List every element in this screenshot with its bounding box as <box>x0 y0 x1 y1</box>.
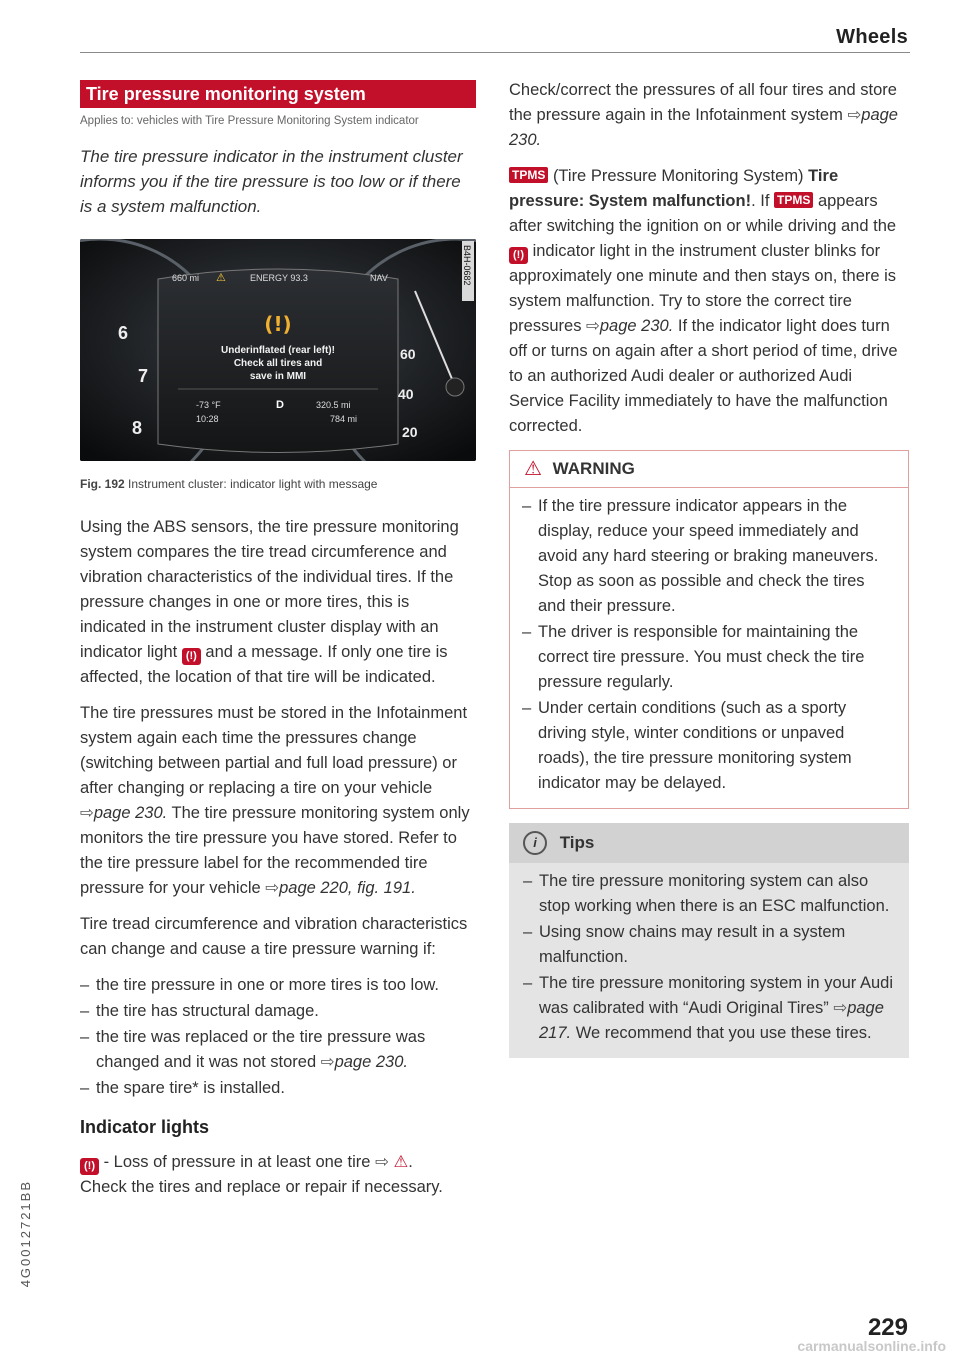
section-title: Wheels <box>836 26 908 48</box>
warning-icon: ⚠ <box>393 1153 409 1171</box>
warning-header <box>510 451 908 488</box>
paragraph-store-text: The tire pressures must be stored in the Infotainment system again each time the pressures change (switching between partial and full load pressure) or after changing or replacing a tire on your vehicle <box>80 704 468 797</box>
figure-caption-text: Instrument cluster: indicator light with message <box>128 477 378 491</box>
paragraph-store-end: The tire pressure monitoring system only monitors the tire pressure you have stored. Refer to the tire pressure label for the recommended tire pressure for your vehicle <box>80 804 470 897</box>
page-ref-link[interactable]: page 220, fig. 191. <box>279 879 416 897</box>
warning-box <box>509 450 909 809</box>
condition-list <box>80 973 476 1101</box>
warning-item: – If the tire pressure indicator appears in the display, reduce your speed immediately and avoid any hard steering or braking maneuvers. Stop as soon as possible and check the tires and their pressure. <box>522 494 896 619</box>
ref-arrow-icon: ⇨ <box>265 879 280 897</box>
ref-arrow-icon: ⇨ <box>586 317 600 335</box>
svg-text:60: 60 <box>400 346 416 362</box>
indicator-lights-heading: Indicator lights <box>80 1117 210 1137</box>
indicator-action: Check the tires and replace or repair if necessary. <box>80 1178 443 1196</box>
paragraph-store <box>80 701 476 901</box>
tips-header <box>509 823 909 863</box>
tpms-text: If the indicator light does turn off or turns on again after a short period of time, drive to an authorized Audi dealer or authorized Audi Service Facility immediately to have the malfunction corrected. <box>509 317 898 435</box>
list-item <box>80 1025 476 1075</box>
tip-item-end: We recommend that you use these tires. <box>575 1024 872 1042</box>
tpms-text: indicator light in the instrument cluster blinks for approximately one minute and then stays on, there is system malfunction. Try to store the correct tire pressures <box>509 242 897 335</box>
tire-pressure-indicator-icon: (!) <box>80 1158 99 1175</box>
svg-text:Check all tires and: Check all tires and <box>233 358 323 369</box>
paragraph-abs-text: Using the ABS sensors, the tire pressure monitoring system compares the tire tread circumference and vibration characteristics of the individual tires. If the pressure changes in one or more tires, this is indicated in the instrument cluster display with an indicator light <box>80 518 459 661</box>
figure-code-text: B4H-0682 <box>462 245 472 286</box>
page-ref-link[interactable]: page 230. <box>93 804 168 822</box>
svg-text:Underinflated (rear left)!: Underinflated (rear left)! <box>221 345 335 356</box>
paragraph-tread: Tire tread circumference and vibration characteristics can change and cause a tire pressure warning if: <box>80 915 468 958</box>
svg-text:6: 6 <box>118 323 129 343</box>
tip-item-text: The tire pressure monitoring system in your Audi was calibrated with “Audi Original Tires” <box>539 974 893 1017</box>
tips-title: Tips <box>559 833 595 852</box>
svg-text:7: 7 <box>138 366 149 386</box>
warning-title: WARNING <box>552 459 635 478</box>
svg-text:save in MMI: save in MMI <box>249 371 307 382</box>
svg-text:8: 8 <box>132 418 143 438</box>
paragraph-tpms <box>509 164 909 439</box>
intro-text: The tire pressure indicator in the instrument cluster informs you if the tire pressure is too low or if there is a system malfunction. <box>80 147 463 216</box>
page-ref-link[interactable]: page 230. <box>334 1053 408 1071</box>
page-title: Tire pressure monitoring system <box>80 80 476 108</box>
svg-text:D: D <box>276 399 284 411</box>
svg-text:ENERGY 93.3: ENERGY 93.3 <box>250 273 308 283</box>
warning-item: – The driver is responsible for maintaining the correct tire pressure. You must check the tire pressure regularly. <box>522 620 896 695</box>
page-ref-link[interactable]: page 230. <box>509 106 898 149</box>
cluster-image <box>80 239 476 461</box>
tpms-message: Tire pressure: System malfunction! <box>509 167 839 210</box>
svg-text:-73 °F: -73 °F <box>196 400 221 410</box>
tpms-description: (Tire Pressure Monitoring System) <box>552 167 804 185</box>
indicator-line: (!) - Loss of pressure in at least one tire ⇨ ⚠. <box>80 1150 476 1175</box>
tip-item <box>523 971 897 1046</box>
list-item: – the tire has structural damage. <box>80 999 476 1024</box>
tpms-icon: TPMS <box>509 167 548 183</box>
ref-arrow-icon: ⇨ <box>375 1153 389 1171</box>
svg-text:20: 20 <box>402 424 418 440</box>
page-number: 229 <box>867 1314 908 1341</box>
right-column <box>509 78 909 1058</box>
tire-pressure-indicator-icon: (!) <box>509 247 528 264</box>
tpms-icon: TPMS <box>774 192 813 208</box>
ref-arrow-icon: ⇨ <box>80 804 94 822</box>
svg-text:40: 40 <box>398 386 414 402</box>
tire-pressure-indicator-icon: (!) <box>182 648 201 665</box>
info-icon: i <box>523 831 547 855</box>
svg-text:660 mi: 660 mi <box>172 273 200 283</box>
svg-text:⚠: ⚠ <box>216 271 226 284</box>
svg-text:784 mi: 784 mi <box>330 414 358 424</box>
instrument-cluster-figure <box>80 239 476 461</box>
warning-list <box>522 494 896 796</box>
ref-arrow-icon: ⇨ <box>847 106 862 124</box>
ref-arrow-icon: ⇨ <box>320 1053 335 1071</box>
left-column <box>80 80 476 1200</box>
tips-body <box>509 863 909 1058</box>
list-item: – the spare tire* is installed. <box>80 1076 476 1101</box>
document-code <box>18 1180 38 1340</box>
ref-arrow-icon: ⇨ <box>833 999 848 1017</box>
tip-item: – The tire pressure monitoring system can also stop working when there is an ESC malfunction. <box>523 869 897 919</box>
warning-body <box>510 488 908 808</box>
paragraph-check <box>509 78 909 153</box>
paragraph-check-text: Check/correct the pressures of all four tires and store the pressure again in the Infotainment system <box>509 81 897 124</box>
paragraph-abs <box>80 515 476 690</box>
header-rule <box>80 52 910 53</box>
tpms-text: appears after switching the ignition on or while driving and the <box>509 192 897 235</box>
document-code-text: 4G0012721BB <box>18 1180 33 1288</box>
svg-text:NAV: NAV <box>370 273 388 283</box>
applies-note: Applies to: vehicles with Tire Pressure Monitoring System indicator <box>80 115 419 127</box>
figure-caption <box>80 472 476 497</box>
page-ref-link[interactable]: page 217. <box>539 999 884 1042</box>
svg-text:10:28: 10:28 <box>196 414 219 424</box>
warning-icon: ⚠ <box>524 458 542 480</box>
svg-text:(!): (!) <box>264 312 292 336</box>
paragraph-abs-end: and a message. If only one tire is affected, the location of that tire will be indicated. <box>80 643 448 686</box>
figure-label: Fig. 192 <box>80 477 125 491</box>
list-item: – the tire pressure in one or more tires is too low. <box>80 973 476 998</box>
tips-box <box>509 823 909 1058</box>
indicator-line-text: - Loss of pressure in at least one tire <box>103 1153 371 1171</box>
svg-text:320.5 mi: 320.5 mi <box>316 400 351 410</box>
watermark: carmanualsonline.info <box>797 1338 946 1354</box>
tip-item: – Using snow chains may result in a system malfunction. <box>523 920 897 970</box>
tpms-text: . If <box>751 192 770 210</box>
list-item-text: the tire was replaced or the tire pressure was changed and it was not stored <box>96 1028 426 1071</box>
warning-item: – Under certain conditions (such as a sporty driving style, winter conditions or unpaved roads), the tire pressure monitoring system indicator may be delayed. <box>522 696 896 796</box>
page-ref-link[interactable]: page 230. <box>599 317 674 335</box>
tips-list <box>523 869 897 1046</box>
